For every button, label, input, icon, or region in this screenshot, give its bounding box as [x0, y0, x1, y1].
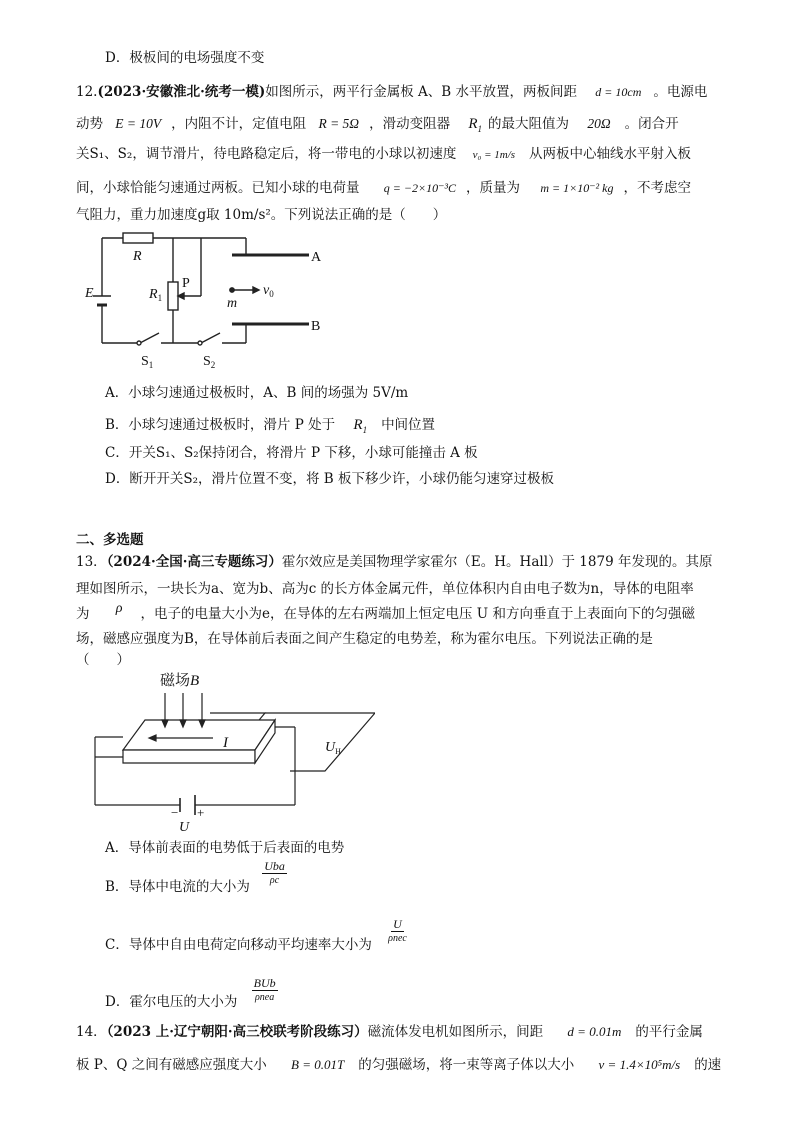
- q14-eq-d: d = 0.01m: [567, 1024, 622, 1039]
- q14-stem-line2: [76, 1055, 721, 1075]
- q14-eq-v: v = 1.4×10⁵m/s: [598, 1057, 681, 1072]
- q12-text: ，滑动变阻器: [369, 116, 451, 132]
- label-v0: $v_0$: [263, 283, 274, 299]
- q14-eq-B: B = 0.01T: [291, 1057, 345, 1072]
- q13-stem-line4: 场，磁感应强度为B，在导体前后表面之间产生稳定的电势差，称为霍尔电压。下列说法正确的是: [76, 631, 653, 647]
- q14-number: 14．: [76, 1024, 107, 1040]
- q14-source: （2023 上·辽宁朝阳·高三校联考阶段练习）: [106, 1024, 368, 1040]
- q12-text: ，内阻不计，定值电阻: [171, 116, 307, 132]
- q13-stem-line5: （ ）: [76, 652, 130, 668]
- resistor-R: [123, 233, 153, 243]
- q13-number: 13．: [76, 554, 107, 570]
- q13-option-b-text: B．导体中电流的大小为: [105, 879, 250, 895]
- label-UH: $U_H$: [325, 740, 341, 756]
- q13-text: 为: [76, 606, 90, 622]
- q12-option-b: [105, 415, 435, 440]
- q12-stem-line2: [76, 114, 679, 139]
- label-S2: $S_2$: [203, 354, 216, 370]
- q13-option-c-fraction: $\frac{U}{\text{ρnec}}$: [388, 917, 407, 944]
- q12-option-d: D．断开开关S₂，滑片位置不变，将 B 板下移少许，小球仍能匀速穿过极板: [105, 471, 554, 487]
- q13-text: ，电子的电量大小为e，在导体的左右两端加上恒定电压 U 和方向垂直于上表面向下的匀强磁: [140, 606, 695, 622]
- q12-text: 如图所示，两平行金属板 A、B 水平放置，两板间距: [265, 84, 577, 100]
- q13-option-c: [105, 917, 409, 960]
- switch-S2: [201, 333, 220, 343]
- label-E: E: [85, 286, 94, 301]
- q12-eq-m: m = 1×10⁻² kg: [540, 181, 614, 195]
- section-title: 二、多选题: [76, 532, 144, 548]
- q12-text: 从两板中心轴线水平射入板: [529, 146, 692, 162]
- q12-eq-R: R = 5Ω: [318, 116, 360, 131]
- q12-eq-E: E = 10V: [115, 116, 162, 131]
- q14-text: 的平行金属: [635, 1024, 703, 1040]
- q11-option-d: D．极板间的电场强度不变: [105, 50, 265, 66]
- label-magnetic-field: 磁场B: [160, 673, 200, 689]
- q13-text: 霍尔效应是美国物理学家霍尔（E。H。Hall）于 1879 年发现的。其原: [281, 554, 713, 570]
- q13-option-d-text: D．霍尔电压的大小为: [105, 994, 238, 1010]
- switch-S1: [140, 333, 159, 343]
- q12-option-b-text: 中间位置: [381, 417, 436, 433]
- q12-text: ，不考虑空: [623, 180, 691, 196]
- q12-text: ，质量为: [466, 180, 521, 196]
- q13-option-d-fraction: $\frac{\text{BUb}}{\text{ρnea}}$: [253, 976, 276, 1003]
- q12-option-a: A．小球匀速通过极板时，A、B 间的场强为 5V/m: [105, 385, 409, 401]
- label-S1: $S_1$: [141, 354, 154, 370]
- q12-text: 关S₁、S₂，调节滑片，待电路稳定后，将一带电的小球以初速度: [76, 146, 457, 162]
- q12-option-b-R1: $R_1$: [353, 417, 368, 435]
- q14-text: 磁流体发电机如图所示，间距: [367, 1024, 544, 1040]
- q12-eq-d: d = 10cm: [595, 85, 642, 99]
- q12-eq-v0: v₀ = 1m/s: [472, 149, 516, 161]
- q13-option-a: A．导体前表面的电势低于后表面的电势: [105, 840, 345, 856]
- label-plus: +: [197, 805, 205, 820]
- q12-number: 12.: [76, 84, 98, 100]
- q13-option-c-text: C．导体中自由电荷定向移动平均速率大小为: [105, 937, 372, 953]
- q13-option-d: [105, 976, 278, 1017]
- q12-eq-20: 20Ω: [587, 116, 611, 131]
- q13-eq-rho: ρ: [115, 601, 123, 616]
- q13-stem-line3: [76, 601, 695, 625]
- q12-eq-q: q = −2×10⁻³C: [383, 181, 457, 195]
- q12-text: 间，小球恰能匀速通过两板。已知小球的电荷量: [76, 180, 360, 196]
- label-R1: $R_1$: [149, 287, 163, 303]
- q13-stem-line2: 理如图所示，一块长为a、宽为b、高为c 的长方体金属元件，单位体积内自由电子数为n，导体的电阻率: [76, 581, 694, 597]
- q13-hall-diagram: [85, 665, 375, 835]
- q12-stem-line3: [76, 144, 691, 165]
- q12-stem-line4: [76, 178, 691, 198]
- q12-option-c: C．开关S₁、S₂保持闭合，将滑片 P 下移，小球可能撞击 A 板: [105, 445, 478, 461]
- q13-option-b-fraction: $\frac{\text{Uba}}{\rho c}$: [264, 859, 285, 886]
- q13-option-b: [105, 859, 287, 902]
- label-m: m: [227, 296, 238, 311]
- q12-eq-R1: $R_1$: [468, 116, 483, 134]
- q12-text: 。电源电: [653, 84, 708, 100]
- label-U: U: [179, 820, 190, 835]
- q12-option-b-text: B．小球匀速通过极板时，滑片 P 处于: [105, 417, 336, 433]
- q14-stem-line1: [76, 1022, 703, 1042]
- label-I: I: [223, 735, 228, 751]
- label-B: B: [311, 319, 321, 334]
- q13-stem-line1: [76, 552, 712, 572]
- q14-text: 的匀强磁场，将一束等离子体以大小: [358, 1057, 575, 1073]
- q12-circuit-diagram: [85, 225, 345, 375]
- q12-stem-line1: [76, 82, 707, 102]
- q14-text: 板 P、Q 之间有磁感应强度大小: [76, 1057, 267, 1073]
- q13-source: （2024·全国·高三专题练习）: [106, 554, 282, 570]
- label-P: P: [182, 276, 190, 291]
- label-A: A: [311, 250, 322, 265]
- q12-text: 动势: [76, 116, 103, 132]
- q12-text: 。闭合开: [624, 116, 679, 132]
- q12-stem-line5: 气阻力，重力加速度g取 10m/s²。下列说法正确的是（ ）: [76, 207, 447, 223]
- q12-text: 的最大阻值为: [488, 116, 570, 132]
- label-minus: −: [171, 805, 179, 820]
- label-R: R: [133, 249, 142, 264]
- q14-text: 的速: [694, 1057, 722, 1073]
- q12-source: (2023·安徽淮北·统考一模): [97, 84, 266, 100]
